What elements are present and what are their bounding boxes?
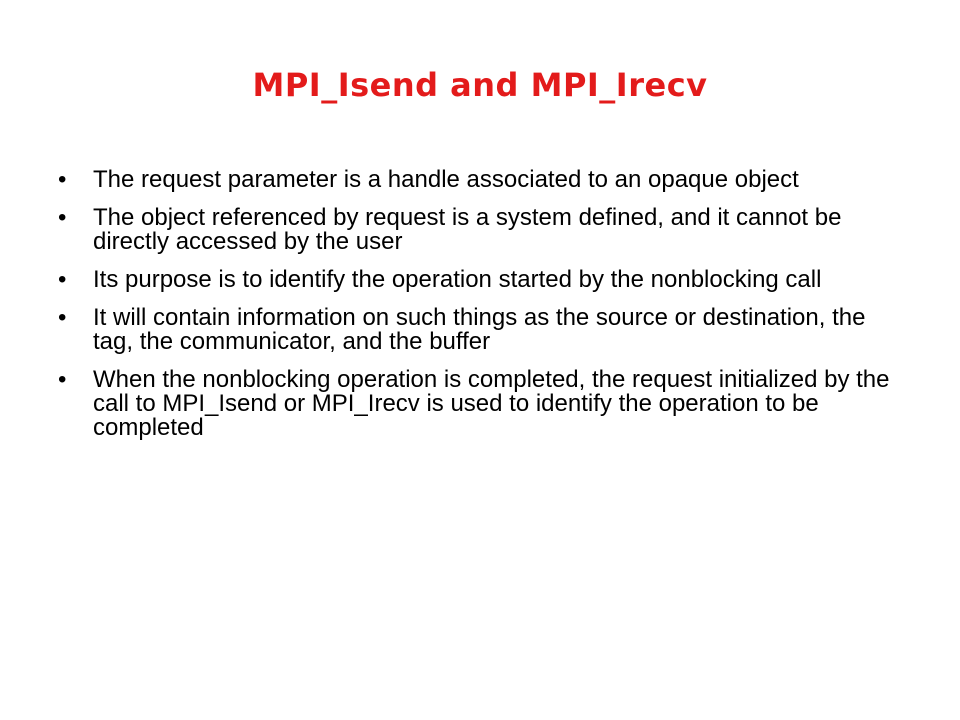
bullet-text: The request parameter is a handle associated to an opaque object [93,166,799,193]
bullet-icon: • [58,204,67,231]
slide-title: MPI_Isend and MPI_Irecv [252,66,708,104]
bullet-icon: • [58,166,67,193]
bullet-text: The object referenced by request is a system defined, and it cannot be directly accessed by the user [93,204,842,255]
bullet-item [58,368,898,440]
bullet-text: Its purpose is to identify the operation started by the nonblocking call [93,266,822,293]
bullet-text: When the nonblocking operation is completed, the request initialized by the call to MPI_Isend or MPI_Irecv is used to identify the operation to be completed [93,366,890,441]
bullet-text: It will contain information on such things as the source or destination, the tag, the communicator, and the buffer [93,304,866,355]
bullet-item [58,206,898,254]
bullet-icon: • [58,266,67,293]
bullet-list [58,168,898,454]
bullet-icon: • [58,304,67,331]
bullet-item [58,306,898,354]
bullet-item [58,168,898,192]
bullet-item [58,268,898,292]
bullet-icon: • [58,366,67,393]
